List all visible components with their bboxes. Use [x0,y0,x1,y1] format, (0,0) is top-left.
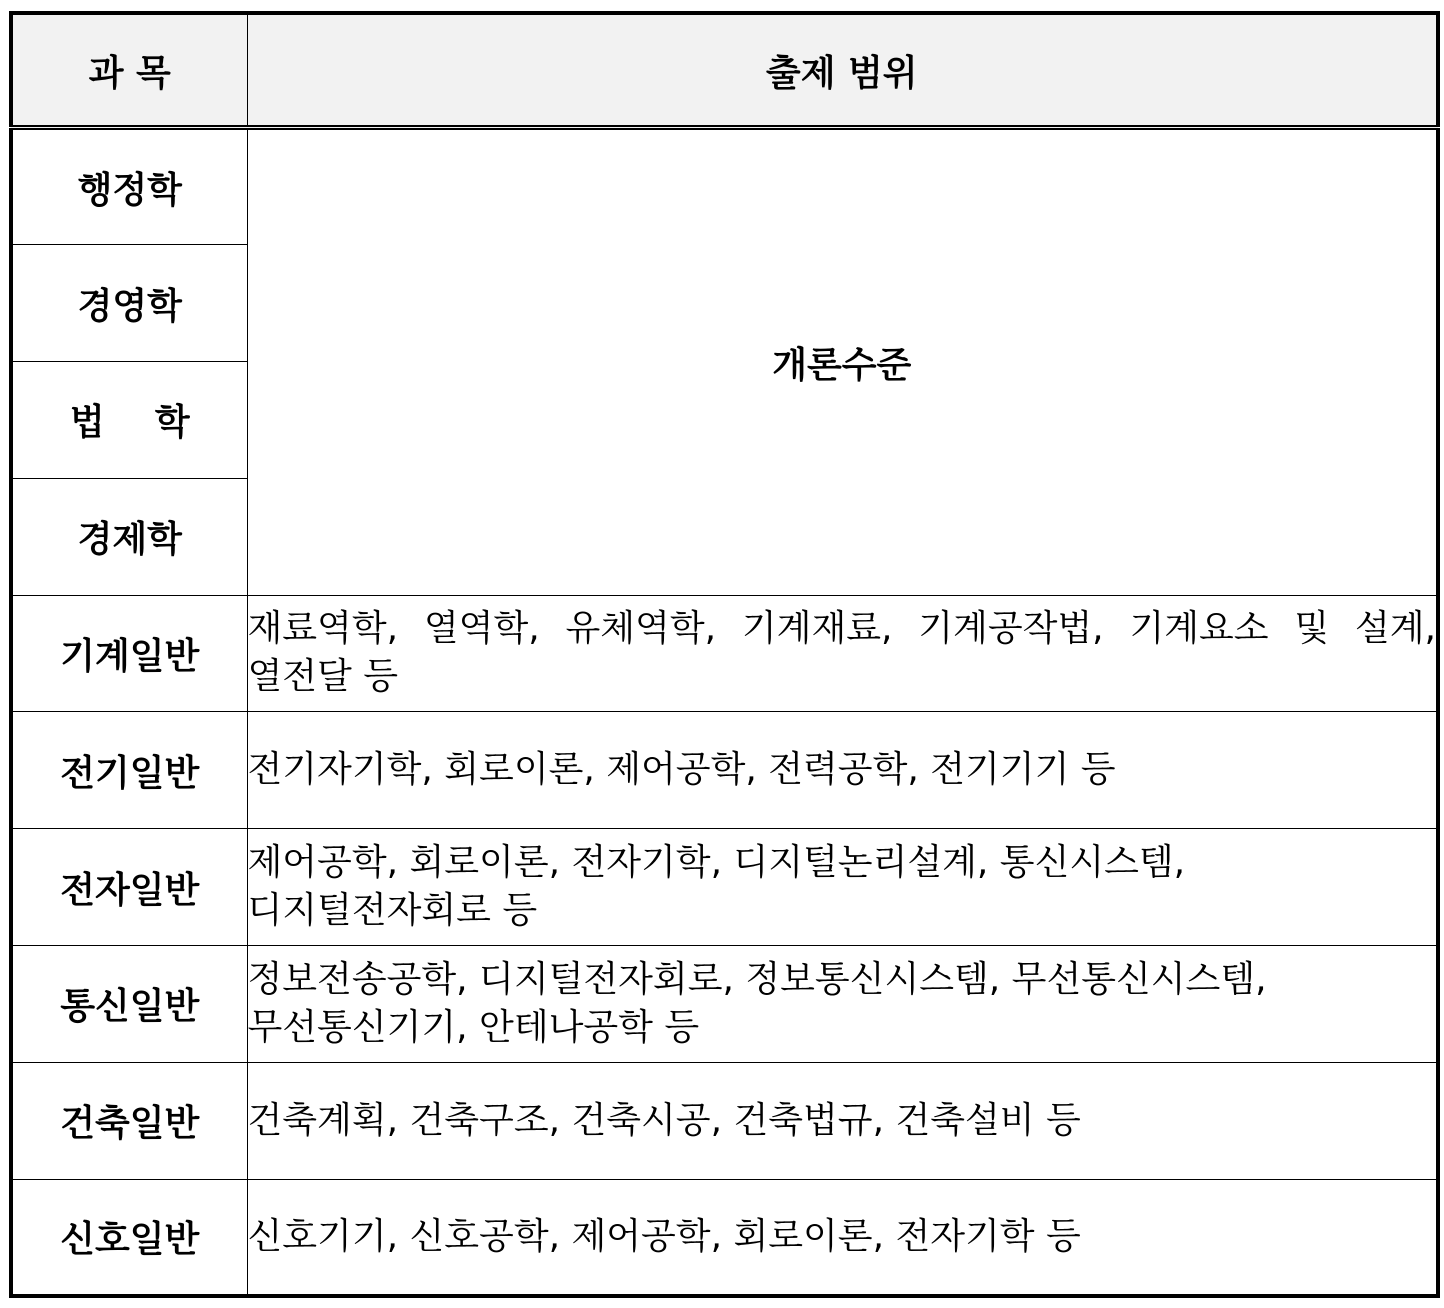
table-header-row [11,13,1438,128]
range-line: 전기자기학, 회로이론, 제어공학, 전력공학, 전기기기 등 [247,749,1116,791]
subject-cell: 행정학 [11,128,247,245]
table-row [11,712,1438,829]
range-line: 디지털전자회로 등 [247,890,538,932]
range-line: 제어공학, 회로이론, 전자기학, 디지털논리설계, 통신시스템, [247,842,1186,884]
exam-scope-table [9,11,1440,1298]
subject-cell: 경영학 [11,245,247,362]
table-row [11,829,1438,946]
range-cell [247,945,1438,1062]
table-row [11,128,1438,245]
range-line: 무선통신기기, 안테나공학 등 [247,1006,700,1048]
subject-cell: 전기일반 [11,712,247,829]
range-cell [247,595,1438,712]
subject-cell: 통신일반 [11,945,247,1062]
merged-range-cell: 개론수준 [247,128,1438,595]
range-line: 신호기기, 신호공학, 제어공학, 회로이론, 전자기학 등 [247,1215,1081,1257]
table-row [11,945,1438,1062]
subject-cell: 전자일반 [11,829,247,946]
range-cell [247,712,1438,829]
header-range: 출제 범위 [247,13,1438,128]
subject-cell: 경제학 [11,478,247,595]
subject-cell: 기계일반 [11,595,247,712]
range-cell [247,829,1438,946]
table-row [11,1179,1438,1296]
range-cell [247,1062,1438,1179]
range-line: 재료역학, 열역학, 유체역학, 기계재료, 기계공작법, 기계요소 및 설계, [247,608,1436,650]
header-subject: 과 목 [11,13,247,128]
range-line: 건축계획, 건축구조, 건축시공, 건축법규, 건축설비 등 [247,1099,1081,1141]
subject-cell: 법 학 [11,361,247,478]
range-line: 정보전송공학, 디지털전자회로, 정보통신시스템, 무선통신시스템, [247,958,1267,1000]
subject-cell: 신호일반 [11,1179,247,1296]
subject-cell: 건축일반 [11,1062,247,1179]
range-line: 열전달 등 [247,656,399,698]
table-row [11,595,1438,712]
table-row [11,1062,1438,1179]
range-cell [247,1179,1438,1296]
